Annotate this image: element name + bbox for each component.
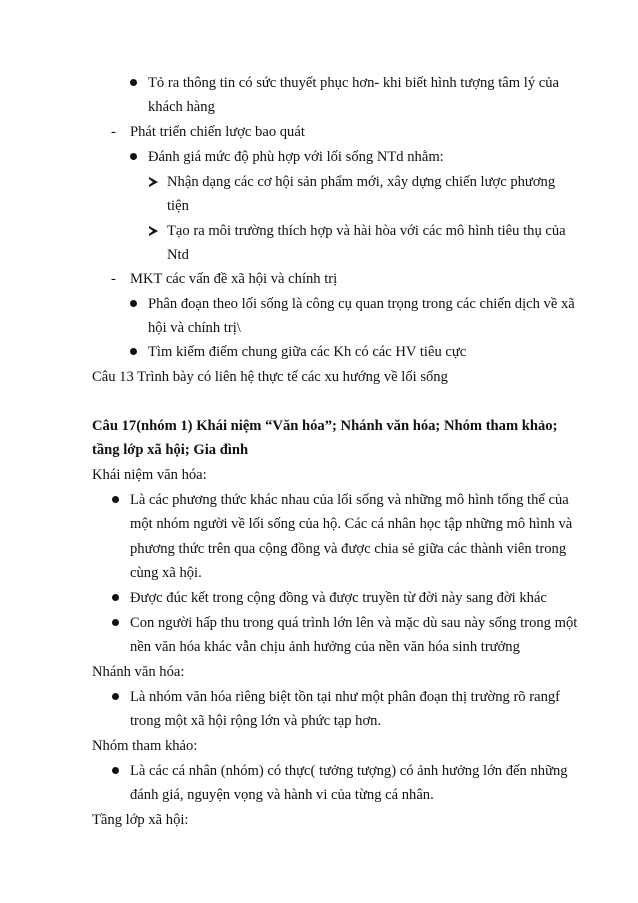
section-label: Khái niệm văn hóa: <box>92 467 207 483</box>
dash-marker: - <box>111 124 116 140</box>
arrow-bullet-icon <box>149 177 158 187</box>
dash-marker: - <box>111 271 116 287</box>
text-line: Là các phương thức khác nhau của lối sống và những mô hình tổng thể của <box>130 492 569 508</box>
text-line: đánh giá, nguyện vọng và hành vi của từng cá nhân. <box>130 787 434 803</box>
bullet-dot <box>112 619 119 626</box>
text-line: phương thức trên qua cộng đồng và được chia sẻ giữa các thành viên trong <box>130 541 567 557</box>
text-line: MKT các vấn đề xã hội và chính trị <box>130 271 338 287</box>
arrow-bullet-icon <box>149 226 158 236</box>
bullet-dot <box>112 767 119 774</box>
section-label: Tầng lớp xã hội: <box>92 812 189 828</box>
text-line: Tạo ra môi trường thích hợp và hài hòa với các mô hình tiêu thụ của <box>167 223 566 239</box>
text-line: khách hàng <box>148 99 215 115</box>
text-line: tiện <box>167 198 189 214</box>
bullet-dot <box>112 496 119 503</box>
text-line: Được đúc kết trong cộng đồng và được truyền từ đời này sang đời khác <box>130 590 547 606</box>
text-line: Tìm kiếm điểm chung giữa các Kh có các HV tiêu cực <box>148 344 467 360</box>
question-17-heading: tầng lớp xã hội; Gia đình <box>92 442 249 458</box>
text-line: Là các cá nhân (nhóm) có thực( tưởng tượng) có ảnh hưởng lớn đến những <box>130 763 568 779</box>
text-line: hội và chính trị\ <box>148 320 241 336</box>
question-17-heading: Câu 17(nhóm 1) Khái niệm “Văn hóa”; Nhánh văn hóa; Nhóm tham khảo; <box>92 418 558 434</box>
bullet-dot <box>130 79 137 86</box>
text-line: cùng xã hội. <box>130 565 202 581</box>
bullet-dot <box>112 693 119 700</box>
text-line: Phân đoạn theo lối sống là công cụ quan trọng trong các chiến dịch về xã <box>148 296 575 312</box>
bullet-dot <box>130 300 137 307</box>
bullet-dot <box>130 153 137 160</box>
section-label: Nhánh văn hóa: <box>92 664 185 680</box>
text-line: nền văn hóa khác vẫn chịu ảnh hưởng của nền văn hóa sinh trưởng <box>130 639 520 655</box>
text-line: Tỏ ra thông tin có sức thuyết phục hơn- khi biết hình tượng tâm lý của <box>148 75 560 91</box>
text-line: Nhận dạng các cơ hội sản phẩm mới, xây dựng chiến lược phương <box>167 174 556 190</box>
question-13: Câu 13 Trình bày có liên hệ thực tế các xu hướng về lối sống <box>92 369 448 385</box>
text-line: Đánh giá mức độ phù hợp với lối sống NTd nhằm: <box>148 149 444 165</box>
text-line: Ntd <box>167 247 189 263</box>
section-label: Nhóm tham khảo: <box>92 738 198 754</box>
bullet-dot <box>130 348 137 355</box>
text-line: một nhóm người về lối sống của hộ. Các cá nhân học tập những mô hình và <box>130 516 573 532</box>
bullet-dot <box>112 594 119 601</box>
text-line: Phát triển chiến lược bao quát <box>130 124 305 140</box>
text-line: trong một xã hội rộng lớn và phức tạp hơn. <box>130 713 382 729</box>
text-line: Là nhóm văn hóa riêng biệt tồn tại như một phân đoạn thị trường rõ rangf <box>130 689 561 705</box>
text-line: Con người hấp thu trong quá trình lớn lên và mặc dù sau này sống trong một <box>130 615 578 631</box>
